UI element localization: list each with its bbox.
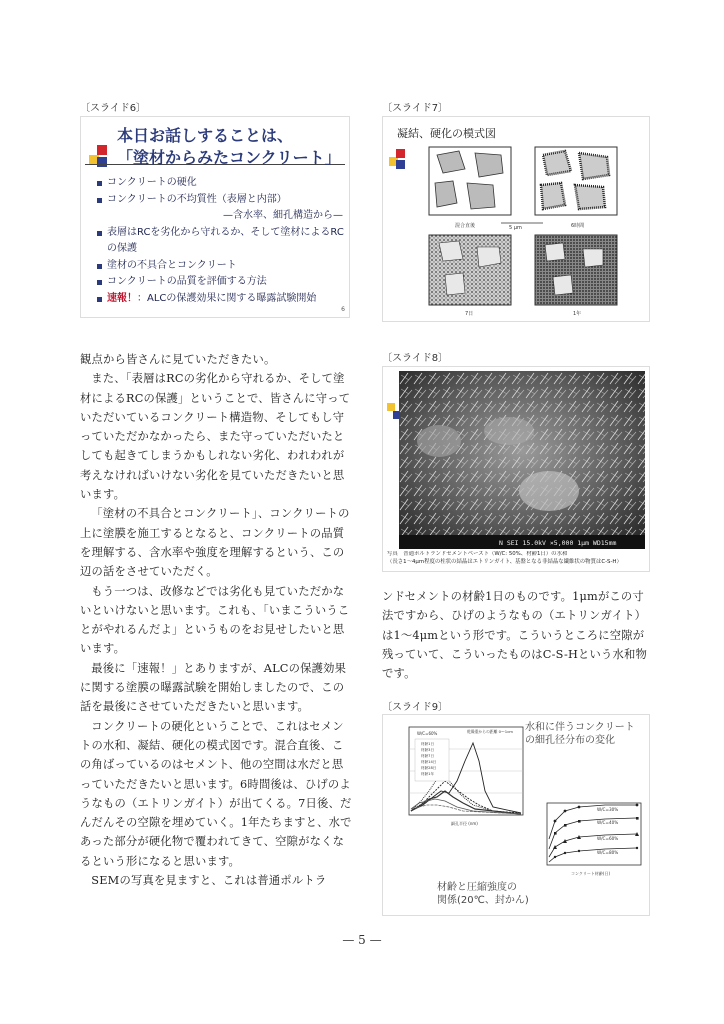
legend-entry: 材齢14日	[421, 760, 437, 764]
slide7-caption-b: 6時間	[571, 223, 585, 229]
mix-note: W/C=60%	[417, 731, 438, 736]
top-note: 乾燥重からの距離 0～1cm	[467, 729, 513, 734]
slide9-label: 〔スライド9〕	[382, 702, 449, 713]
decoration-red-square	[97, 145, 107, 155]
slide7-caption-d: 1年	[573, 311, 582, 317]
sem-info-bar: N SEI 15.0kV ×5,000 1μm WD15mm	[499, 539, 617, 547]
paragraph: 観点から皆さんに見ていただきたい。	[80, 353, 276, 366]
slide6-bullet: コンクリートの品質を評価する方法	[97, 274, 347, 291]
legend-entry: 材齢1日	[421, 742, 435, 746]
slide7-scale: 5 μm	[509, 225, 522, 231]
slide7-label: 〔スライド7〕	[382, 103, 449, 114]
wc-label: W/C=80%	[597, 850, 619, 855]
slide7-caption-c: 7日	[465, 311, 474, 317]
paragraph: 最後に「速報！」とありますが、ALCの保護効果に関する塗膜の曝露試験を開始しましたので、この話を最後にさせていただきたいと思います。	[80, 661, 347, 714]
right-column-text	[382, 587, 650, 683]
decoration-blue-square	[396, 160, 405, 169]
slide7-caption-a: 混合直後	[455, 223, 476, 229]
wc-label: W/C=60%	[597, 836, 619, 841]
slide7	[382, 116, 650, 322]
wc-label: W/C=30%	[597, 807, 619, 812]
slide6-title-line1: 本日お話しすることは、	[117, 126, 294, 145]
slide8-caption-line1: 写真 普通ポルトランドセメントペースト（W/C: 50%、材齢1日）の水和	[387, 551, 568, 557]
slide6-bullet: コンクリートの不均質性（表層と内部）	[97, 192, 347, 209]
slide6-bullet: 塗材の不具合とコンクリート	[97, 258, 347, 275]
slide8-label: 〔スライド8〕	[382, 353, 449, 364]
decoration-red-square	[396, 149, 405, 158]
legend-entry: 材齢28日	[421, 766, 437, 770]
wc-label: W/C=40%	[597, 820, 619, 825]
decoration-yellow-square	[387, 403, 395, 411]
pore-distribution-chart	[393, 721, 529, 831]
paragraph: ンドセメントの材齢1日のものです。1μmがこの寸法ですから、ひげのようなもの（エトリンガイト）は1～4μmという形です。こういうところに空隙が残っていて、こういったものはC-S-Hという水和物です。	[382, 590, 647, 681]
paragraph: コンクリートの硬化ということで、これはセメントの水和、凝結、硬化の模式図です。混合直後、この角ばっているのはセメント、他の空間は水だと思っていただきたいと思います。6時間後は、ひげのようなもの（エトリンガイト）が出てくる。7日後、だんだんその空隙を埋めていく。1年たちますと、水であった部分が硬化物で覆われてきて、空隙がなくなるという形になると思います。	[80, 719, 352, 868]
legend-entry: 材齢1年	[421, 772, 435, 776]
slide9-title-line2: の細孔径分布の変化	[525, 735, 615, 746]
paragraph: 「塗材の不具合とコンクリート」、コンクリートの上に塗膜を施工するとなると、コンクリートの品質を理解する、含水率や強度を理解するという、この辺の話をさせていただく。	[80, 507, 350, 579]
slide8-caption	[387, 551, 645, 566]
legend-entry: 材齢3日	[421, 748, 435, 752]
slide9	[382, 714, 650, 916]
slide6-bullet-list	[97, 175, 347, 307]
decoration-blue-square	[97, 157, 107, 167]
slide6-label: 〔スライド6〕	[80, 103, 147, 114]
slide8-caption-line2: （長さ1～4μm程度の柱状の結晶はエトリンガイト、基盤となる非結晶な繊維状の物質はC-S-H）	[387, 558, 622, 565]
hydration-schematic-diagram	[423, 143, 635, 319]
page-number: — 5 —	[342, 933, 382, 947]
slide6-bullet: コンクリートの硬化	[97, 175, 347, 192]
slide9-title	[525, 721, 635, 747]
x-axis-label-2: コンクリート材齢(日)	[571, 871, 611, 876]
strength-chart	[533, 799, 645, 879]
slide6-flash-text: ：ALCの保護効果に関する曝露試験開始	[137, 292, 317, 304]
slide9-bottom-line2: 関係(20℃、封かん)	[437, 895, 529, 906]
slide6-bullet-last	[97, 291, 347, 308]
slide6	[80, 116, 350, 318]
slide8	[382, 366, 650, 572]
slide6-title	[117, 125, 341, 169]
left-column-text	[80, 350, 352, 890]
legend-entry: 材齢7日	[421, 754, 435, 758]
paragraph: また、「表層はRCの劣化から守れるか、そして塗材によるRCの保護」ということで、皆さんに守っていただいているコンクリート構造物、そしてもし守っていただかなかったら、また守っていただいたとしても起きてしまうかもしれない劣化、われわれが考えなければいけない劣化を見ていただきたいと思います。	[80, 372, 351, 502]
slide6-page-mark: 6	[341, 306, 345, 313]
paragraph: SEMの写真を見ますと、これは普通ポルトラ	[91, 874, 327, 888]
paragraph: もう一つは、改修などでは劣化も見ていただかないといけないと思います。これも、「いまこういうことがやれるんだよ」というものをお見せしたいと思います。	[80, 584, 350, 656]
x-axis-label: 細孔半径 (nm)	[451, 821, 478, 826]
slide6-title-line2: 「塗材からみたコンクリート」	[117, 148, 341, 167]
sem-photograph	[399, 371, 645, 549]
slide6-bullet: 表層はRCを劣化から守れるか、そして塗材によるRCの保護	[97, 225, 347, 258]
slide9-bottom-line1: 材齢と圧縮強度の	[437, 882, 517, 893]
slide6-flash-label: 速報！	[107, 292, 137, 304]
slide7-title: 凝結、硬化の模式図	[397, 127, 496, 140]
slide9-title-line1: 水和に伴うコンクリート	[525, 722, 635, 733]
slide6-subline: —含水率、細孔構造から—	[223, 210, 343, 221]
slide9-bottom-title	[437, 881, 529, 907]
